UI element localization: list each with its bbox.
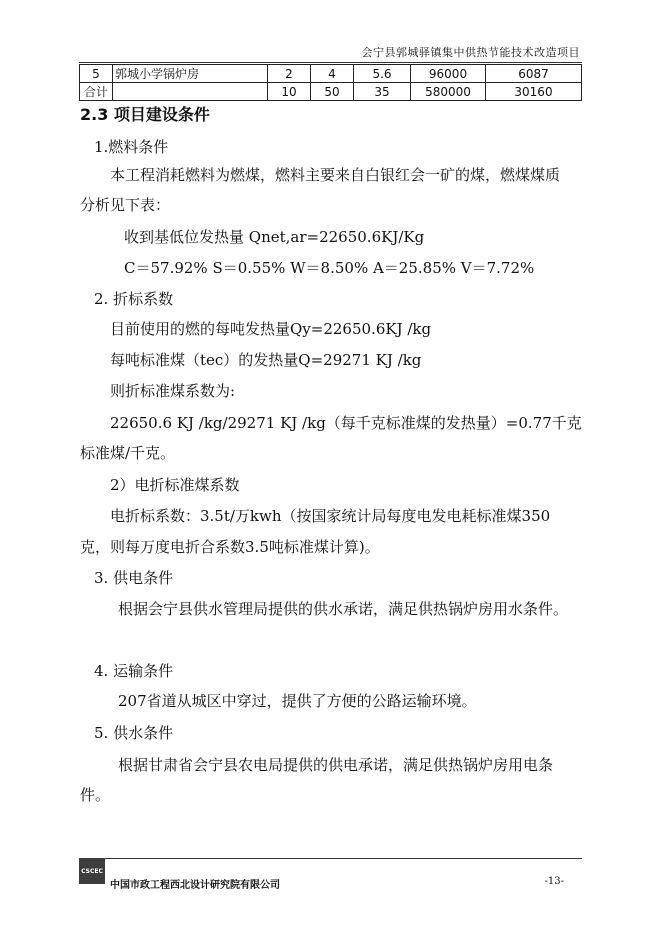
paragraph-line: 本工程消耗燃料为燃煤，燃料主要来自白银红会一矿的煤，燃煤煤质 xyxy=(110,166,561,184)
company-logo: CSCEC xyxy=(79,858,105,884)
table-cell: 580000 xyxy=(411,83,486,101)
subsection-title: 5. 供水条件 xyxy=(94,724,174,742)
table-cell: 5.6 xyxy=(354,65,411,83)
table-cell: 35 xyxy=(354,83,411,101)
header-divider xyxy=(79,62,582,63)
subsection-title: 3. 供电条件 xyxy=(94,569,174,587)
subsection-title: 1.燃料条件 xyxy=(94,138,169,156)
table-cell: 6087 xyxy=(486,65,582,83)
composition-line: C＝57.92% S＝0.55% W＝8.50% A＝25.85% V＝7.72% xyxy=(124,259,535,277)
subsection-title: 2）电折标准煤系数 xyxy=(110,476,240,494)
paragraph-line: 则折标准煤系数为: xyxy=(110,382,236,400)
boiler-table xyxy=(79,64,582,101)
paragraph-line: 22650.6 KJ /kg/29271 KJ /kg（每千克标准煤的发热量）=0.77千克 xyxy=(110,414,582,432)
table-cell xyxy=(113,83,268,101)
table-cell: 30160 xyxy=(486,83,582,101)
table-cell: 50 xyxy=(311,83,354,101)
subsection-title: 4. 运输条件 xyxy=(94,662,174,680)
heat-value-line: 收到基低位发热量 Qnet,ar=22650.6KJ/Kg xyxy=(124,228,425,246)
table-cell: 10 xyxy=(268,83,311,101)
paragraph-line: 根据会宁县供水管理局提供的供水承诺，满足供热锅炉房用水条件。 xyxy=(118,600,569,618)
paragraph-line: 电折标系数：3.5t/万kwh（按国家统计局每度电发电耗标准煤350 xyxy=(110,507,551,525)
running-header: 会宁县郭城驿镇集中供热节能技术改造项目 xyxy=(361,46,580,59)
paragraph-line: 件。 xyxy=(80,786,111,804)
paragraph-line: 根据甘肃省会宁县农电局提供的供电承诺，满足供热锅炉房用电条 xyxy=(118,756,554,774)
footer-organization: 中国市政工程西北设计研究院有限公司 xyxy=(110,880,280,891)
table-cell: 96000 xyxy=(411,65,486,83)
table-cell: 5 xyxy=(80,65,113,83)
table-cell: 合计 xyxy=(80,83,113,101)
paragraph-line: 每吨标准煤（tec）的发热量Q=29271 KJ /kg xyxy=(110,351,422,369)
paragraph-line: 分析见下表： xyxy=(80,196,171,214)
table-cell: 郭城小学锅炉房 xyxy=(113,65,268,83)
footer-divider xyxy=(79,858,582,859)
paragraph-line: 克，则每万度电折合系数3.5吨标准煤计算)。 xyxy=(80,538,380,556)
page-number: -13- xyxy=(544,876,564,887)
table-cell: 2 xyxy=(268,65,311,83)
section-heading: 2.3 项目建设条件 xyxy=(80,105,210,124)
table-row xyxy=(80,83,582,101)
table-row xyxy=(80,65,582,83)
paragraph-line: 目前使用的燃的每吨发热量Qy=22650.6KJ /kg xyxy=(110,320,432,338)
paragraph-line: 标准煤/千克。 xyxy=(80,444,176,462)
paragraph-line: 207省道从城区中穿过，提供了方便的公路运输环境。 xyxy=(118,692,477,710)
table-cell: 4 xyxy=(311,65,354,83)
subsection-title: 2. 折标系数 xyxy=(94,290,174,308)
